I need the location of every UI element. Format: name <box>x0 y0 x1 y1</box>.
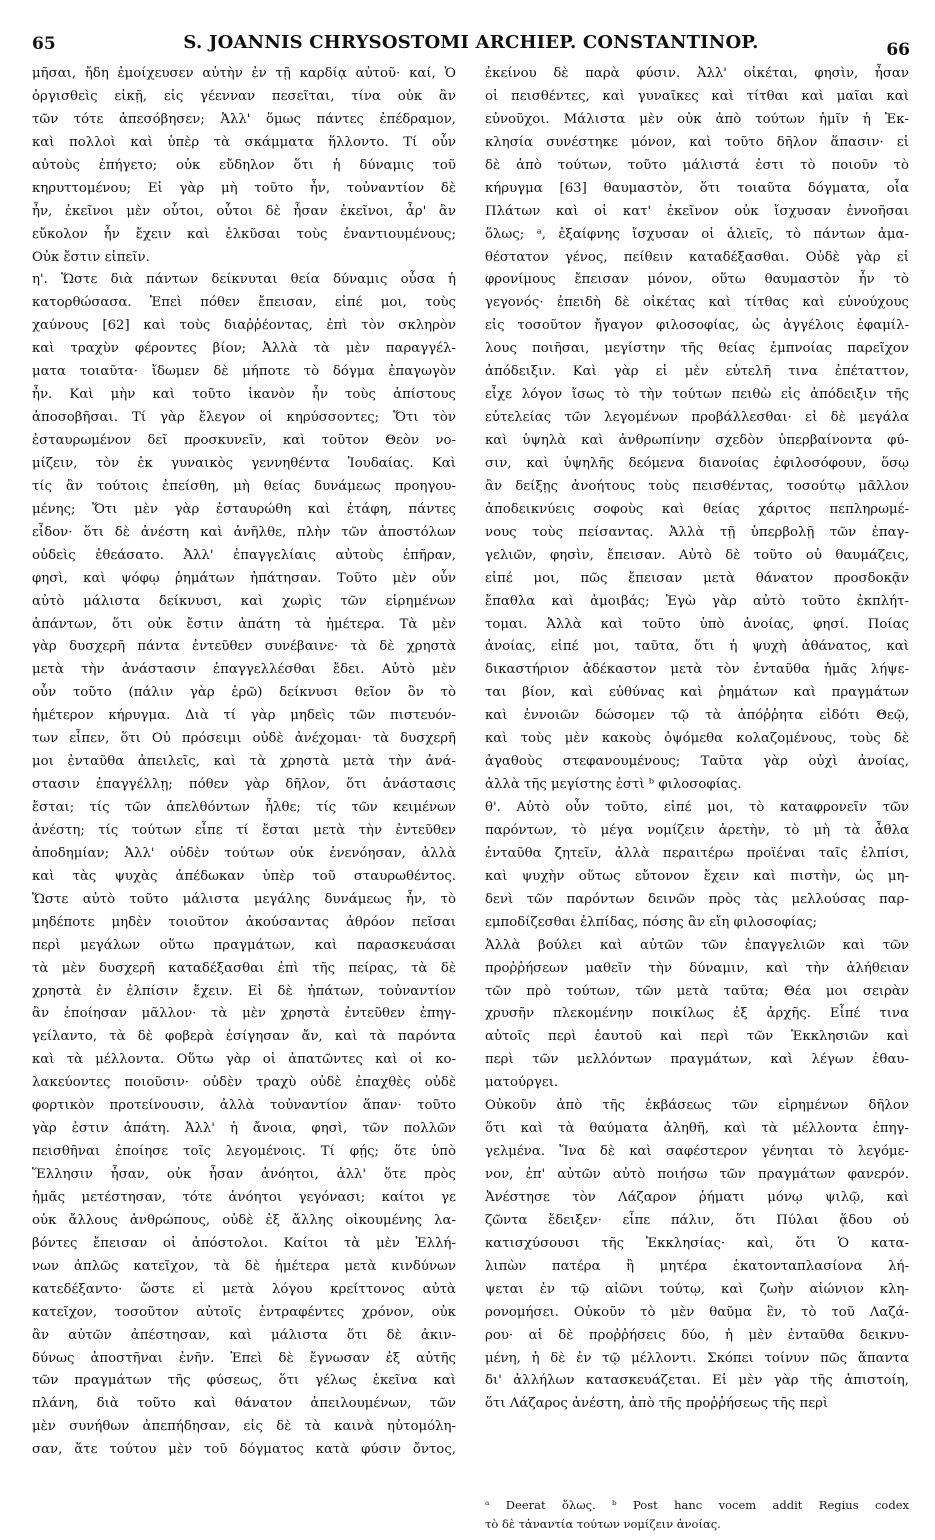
text-line: κλησία συνέστηκε μόνον, καὶ τοῦτο δῆλον ἅπασιν· εἰ <box>485 134 909 150</box>
text-line: χαύνους [62] καὶ τοὺς διαῤῥέοντας, ἐπὶ τὸν σκληρὸν <box>32 318 456 334</box>
text-line: καὶ τὰς ψυχὰς ἀπέδωκαν ὑπὲρ τοῦ σταυρωθέντος. <box>32 868 456 884</box>
text-line: μετὰ τὴν ἀνάστασιν ἐπαγγελλέσθαι ἔδει. Αὐτὸ μὲν <box>32 662 456 678</box>
text-line: νους τοὺς πείσαντας. Ἀλλὰ τῇ ὑπερβολῇ τῶν ἐπαγ- <box>485 524 909 540</box>
text-line: Οὐκοῦν ἀπὸ τῆς ἐκβάσεως τῶν εἰρημένων δῆλον <box>485 1098 909 1114</box>
text-line: ἡμᾶς μετέστησαν, τότε ἀνόητοι γεγόνασι; καίτοι γε <box>32 1189 456 1205</box>
text-line: δι' ἀλλήλων κατασκευάζεται. Εἰ μὲν γὰρ τῆς ἀπιστοίη, <box>485 1373 909 1389</box>
text-line: Ἀλλὰ βούλει καὶ αὐτῶν τῶν ἐπαγγελιῶν καὶ τῶν <box>485 937 909 953</box>
text-line: ἐσταυρωμένον δεῖ προσκυνεῖν, καὶ τοῦτον Θεὸν νο- <box>32 433 456 448</box>
text-line: γὰρ δυσχερῆ πάντα ἐντεῦθεν συνέβαινε· τὰ δὲ χρηστὰ <box>32 639 456 655</box>
text-line: μηδέποτε μηδὲν τοιοῦτον ἀκούσαντας ἀθρόον πεῖσαι <box>32 914 456 930</box>
text-line: ἀλλὰ τῆς μεγίστης ἐστὶ ᵇ φιλοσοφίας. <box>485 777 742 793</box>
text-line: αὐτοὺς ἐπήγετο; οὐκ εὔδηλον ὅτι ἡ δύναμις τοῦ <box>32 157 456 173</box>
text-line: γεγονός· ἐπειδὴ δὲ οἰκέτας καὶ τίτθας καὶ εὐνούχους <box>485 295 909 311</box>
text-line: δὲ ἀπὸ τούτων, τοῦτο μάλιστά ἐστι τὸ ποιοῦν τὸ <box>485 157 909 173</box>
text-line: θ'. Αὐτὸ οὖν τοῦτο, εἰπέ μοι, τὸ καταφρονεῖν τῶν <box>485 800 909 815</box>
text-line: ἀποδημίαν; Ἀλλ' οὐδὲν τούτων οὐκ ἐνενόησαν, ἀλλὰ <box>32 845 456 861</box>
text-line: ἦν. Καὶ μὴν καὶ τοῦτο ἱκανὸν ἦν τοὺς ἀπίστους <box>32 387 456 403</box>
text-line: ρονομήσει. Οὐκοῦν τὸ μὲν θαῦμα ἓν, τὸ τοῦ Λαζά- <box>485 1304 909 1320</box>
text-line: φησὶ, καὶ ψόφῳ ῥημάτων ἠπάτησαν. Τοῦτο μὲν οὖν <box>32 570 456 586</box>
text-line: τῶν πρὸ τούτων, τῶν μετὰ ταῦτα; Θέα μοι σειρὰν <box>485 983 909 999</box>
text-line: νον, ἐπ' αὐτῶν αὐτὸ ποιήσω τῶν πραγμάτων φανερόν. <box>485 1167 909 1182</box>
text-line: καὶ ὑψηλὰ καὶ ἀνθρωπίνην σχεδὸν ὑπερβαίνοντα φύ- <box>485 433 909 448</box>
text-line: προῤῥήσεων μαθεῖν τὴν δύναμιν, καὶ τὴν ἀλήθειαν <box>485 960 909 976</box>
text-line: περὶ μεγάλων οὕτω πραγμάτων, καὶ παρασκευάσαι <box>32 937 456 953</box>
text-line: καὶ τραχὺν φέροντες βίον; Ἀλλὰ τὰ μὲν παραγγέλ- <box>32 341 456 357</box>
text-line: ἀπόδειξιν. Καὶ γὰρ εἰ μὲν εὐτελῆ τινα ἐπέταττον, <box>485 364 909 380</box>
text-line: στασιν ἐπαγγέλλῃ; πόθεν γὰρ δῆλον, ὅτι ἀνάστασις <box>32 777 456 793</box>
text-line: νων ἁπλῶς κατεῖχον, τὰ δὲ ἡμέτερα μετὰ κινδύνων <box>32 1258 456 1274</box>
text-line: ψεται ἐν τῷ αἰῶνι τούτῳ, καὶ ζωὴν αἰώνιον κλη- <box>485 1281 909 1297</box>
text-line: ἦν, ἐκεῖνοι μὲν οὗτοι, οὗτοι δὲ ἦσαν ἐκεῖνοι, ἆρ' ἂν <box>32 203 456 219</box>
text-line: ται βίον, καὶ εὐθύνας καὶ ῥημάτων καὶ πραγμάτων <box>485 685 909 701</box>
text-line: κατεδέξαντο· ὥστε εἰ μετὰ λόγου κρείττονος αὐτὰ <box>32 1281 456 1297</box>
text-line: εὐτελείας τῶν λεγομένων προβάλλεσθαι· εἰ δὲ μεγάλα <box>485 410 909 426</box>
text-line: η'. Ὥστε διὰ πάντων δείκνυται θεία δύναμις οὖσα ἡ <box>32 272 456 288</box>
text-line: κηρυττομένου; Εἰ γὰρ μὴ τοῦτο ἦν, τοὐναντίον δὲ <box>32 180 456 196</box>
text-line: οὐκ ἄλλους ἀνθρώπους, οὐδὲ ἐξ ἄλλης οἰκουμένης λα- <box>32 1212 456 1228</box>
page-number-left: 65 <box>32 34 56 54</box>
text-line: περὶ τῶν μελλόντων πραγμάτων, καὶ λέγων ἐθαυ- <box>485 1052 909 1068</box>
text-line: εἰπέ μοι, πῶς ἔπεισαν μετὰ θάνατον προσδοκᾷν <box>485 570 909 586</box>
text-line: λους ποιῆσαι, μεγίστην τῆς θείας ἐμπνοίας παρεῖχον <box>485 341 909 357</box>
text-line: ἔσται; τίς τῶν ἀπελθόντων ἦλθε; τίς τῶν κειμένων <box>32 800 456 815</box>
text-line: Οὐκ ἔστιν εἰπεῖν. <box>32 249 150 265</box>
text-line: κατισχύσουσι τῆς Ἐκκλησίας· καὶ, ὅτι Ὁ κατα- <box>485 1235 909 1251</box>
text-line: ἂν ἐποίησαν μᾶλλον· τὰ μὲν χρηστὰ ἐντεῦθεν ἐπηγ- <box>32 1006 456 1022</box>
text-line: μίζειν, τὸν ἐκ γυναικὸς γεννηθέντα Ἰουδαίας. Καὶ <box>32 455 456 471</box>
text-line: ἀποδεικνύεις σοφοὺς καὶ θείας χάριτος πεπληρωμέ- <box>485 501 909 517</box>
running-title: S. JOANNIS CHRYSOSTOMI ARCHIEP. CONSTANTINOP. <box>183 32 759 53</box>
text-line: Ἕλλησιν ἦσαν, οὐκ ἦσαν ἀνόητοι, ἀλλ' ὅτε πρὸς <box>32 1167 456 1182</box>
text-line: σιν, καὶ ὑψηλῆς δεόμενα διανοίας ἐφιλοσόφουν, ὅσῳ <box>485 455 909 471</box>
left-text-column <box>32 63 456 1462</box>
text-line: ἀνοίας, εἰπέ μοι, ταῦτα, ὅτι ἡ ψυχὴ ἀθάνατος, καὶ <box>485 639 909 655</box>
text-line: γὰρ ἐστιν ἀπάτη. Ἀλλ' ἡ ἄνοια, φησὶ, τῶν πολλῶν <box>32 1121 456 1137</box>
text-line: ὅλως; ᵃ, ἐξαίφνης ἴσχυσαν οἱ ἁλιεῖς, τὸ πάντων ἀμα- <box>485 226 909 242</box>
text-line: τῶν πραγμάτων τῆς φύσεως, ὅτι γέλως ἐκεῖνα καὶ <box>32 1373 456 1389</box>
text-line: ἀγαθοὺς στεφανουμένους; Ταῦτα γὰρ οὐχὶ ἀνοίας, <box>485 754 909 770</box>
text-line: γείλαντο, τὰ δὲ φοβερὰ ἐσίγησαν ἄν, καὶ τὰ παρόντα <box>32 1029 456 1045</box>
footnotes <box>485 1496 909 1534</box>
text-line: τὰ μὲν δυσχερῆ καταδέξασθαι ἐπὶ τῆς πείρας, τὰ δὲ <box>32 960 456 976</box>
text-line: ἂν αὐτῶν ἀπέστησαν, καὶ μάλιστα ὅτι δὲ ἀκιν- <box>32 1327 456 1343</box>
text-line: φορτικὸν προτείνουσιν, ἀλλὰ τοὐναντίον ἅπαν· τοῦτο <box>32 1098 456 1114</box>
text-line: πεισθῆναι ἐποίησε τοῖς λεγομένοις. Τί φῄς; ὅτε ὑπὸ <box>32 1144 456 1160</box>
text-line: κατεῖχον, τοσοῦτον αὐτοῖς ἐντραφέντες χρόνον, οὐκ <box>32 1304 456 1320</box>
text-line: καὶ πολλοὶ καὶ ὑπὲρ τὰ σκάμματα ἥλλοντο. Τί οὖν <box>32 134 456 150</box>
text-line: ἡμέτερον κήρυγμα. Διὰ τί γὰρ μηδεὶς τῶν πιστευόν- <box>32 708 456 724</box>
text-line: φρονίμους ἔπεισαν μόνον, οὕτω θαυμαστὸν ἦν τὸ <box>485 272 909 288</box>
footnote-line: τὸ δὲ τἀναντία τούτων νομίζειν ἀνοίας. <box>485 1517 721 1531</box>
text-line: οἱ πεισθέντες, καὶ γυναῖκες καὶ τίτθαι καὶ μαῖαι καὶ <box>485 88 909 104</box>
text-line: ρου· αἱ δὲ προῤῥήσεις δύο, ἡ μὲν ἐνταῦθα δεικνυ- <box>485 1327 909 1343</box>
text-line: θέστατον γένος, πείθειν καταδέξασθαι. Οὐδὲ γὰρ εἰ <box>485 249 909 265</box>
text-line: δύνως ἀποστῆναι ἐνῆν. Ἐπεὶ δὲ ἔγνωσαν ἐξ αὐτῆς <box>32 1350 456 1366</box>
text-line: καὶ τὰ μέλλοντα. Οὕτω γὰρ οἱ ἀπατῶντες καὶ οἱ κο- <box>32 1052 456 1068</box>
text-line: ματα τοιαῦτα· ἴδωμεν δὲ μήποτε τὸ δόγμα ἐπαγωγὸν <box>32 364 456 380</box>
text-line: Ἀνέστησε τὸν Λάζαρον ῥήματι μόνῳ ψιλῷ, καὶ <box>485 1189 909 1205</box>
text-line: εμποδίζεσθαι ἐλπίδας, πόσης ἂν εἴη φιλοσοφίας; <box>485 914 818 930</box>
text-line: παρόντων, τὸ μέγα νομίζειν ἀρετὴν, τὸ μὴ τὰ ἆθλα <box>485 822 909 838</box>
text-line: μένης; Ὅτι μὲν γὰρ ἐσταυρώθη καὶ ἐτάφη, πάντες <box>32 501 456 517</box>
text-line: μοι ἐνταῦθα ἀπειλεῖς, καὶ τὰ χρηστὰ μετὰ τὴν ἀνά- <box>32 754 456 770</box>
text-line: λακεύοντες ποιοῦσιν· οὐδὲν τραχὺ οὐδὲ ἐπαχθὲς οὐδὲ <box>32 1075 456 1091</box>
text-line: τίς ἂν τούτοις ἐπείσθη, μὴ θείας δυνάμεως προηγου- <box>32 478 456 494</box>
text-line: εὐνοῦχοι. Μάλιστα μὲν οὐκ ἀπὸ τούτων ἡμῖν ἡ Ἐκ- <box>485 111 909 127</box>
text-line: δικαστήριον ἀδέκαστον μετὰ τὸν ἐνταῦθα ἡμᾶς λήψε- <box>485 662 909 678</box>
text-line: ἀνέστη; τίς τούτων εἶπε τί ἔσται μετὰ τὴν ἐντεῦθεν <box>32 822 456 838</box>
text-line: μὲν συνήθων ἀπεπήδησαν, εἰς δὲ τὰ καινὰ ηὐτομόλη- <box>32 1419 456 1435</box>
text-line: οὖν τοῦτο (πάλιν γὰρ ἐρῶ) δείκνυσι θεῖον ὂν τὸ <box>32 685 456 701</box>
text-line: χρηστὰ ἐν ἐλπίσιν ἔχειν. Εἰ δὲ ἠπάτων, τοὐναντίον <box>32 983 456 999</box>
text-line: μένη, ἡ δὲ ἐν τῷ μέλλοντι. Σκόπει τοίνυν πῶς ἅπαντα <box>485 1350 909 1366</box>
text-line: ἐνταῦθα ζητεῖν, ἀλλὰ περαιτέρω προϊέναι ταῖς ἐλπίσι, <box>485 845 909 861</box>
text-line: καὶ ἐννοιῶν δώσομεν τῷ τὰ ἀπόῤῥητα εἰδότι Θεῷ, <box>485 708 909 724</box>
text-line: κήρυγμα [63] θαυμαστὸν, ὅτι τοιαῦτα δόγματα, οἷα <box>485 180 909 196</box>
text-line: τῶν τότε ἀπεσόβησεν; Ἀλλ' ὅμως πάντες ἐπέδραμον, <box>32 111 456 127</box>
text-line: ἀποσοβῆσαι. Τί γὰρ ἔλεγον οἱ κηρύσσοντες; Ὅτι τὸν <box>32 410 456 426</box>
text-line: ὅτι καὶ τὰ θαύματα ἀληθῆ, καὶ τὰ μέλλοντα ἐπηγ- <box>485 1121 909 1137</box>
text-line: κατορθώσασα. Ἐπεὶ πόθεν ἔπεισαν, εἰπέ μοι, τοὺς <box>32 295 456 311</box>
text-line: λιπὼν πατέρα ἢ μητέρα ἑκατονταπλασίονα λή- <box>485 1258 909 1274</box>
text-line: χρυσῆν πλεκομένην ποικίλως ἐξ ἀρχῆς. Εἶπέ τινα <box>485 1006 909 1022</box>
text-line: ματούργει. <box>485 1075 559 1091</box>
text-line: των εἶπεν, ὅτι Οὐ πρόσειμι οὐδὲ ἀνέχομαι· τὰ δυσχερῆ <box>32 731 456 747</box>
text-line: αὐτοῖς περὶ ἑαυτοῦ καὶ περὶ τῶν Ἐκκλησιῶν καὶ <box>485 1029 909 1045</box>
page-number-right: 66 <box>886 40 910 60</box>
text-line: ἂν δείξῃς ἀνοήτους τοὺς πεισθέντας, τοσούτῳ μᾶλλον <box>485 478 909 494</box>
text-line: τομαι. Ἀλλὰ καὶ τοῦτο ὑπὸ ἀνοίας, φησί. Ποίας <box>485 616 909 632</box>
text-line: καὶ τοὺς μὲν κακοὺς ὀψόμεθα κολαζομένους, τοὺς δὲ <box>485 731 909 747</box>
text-line: βόντες ἔπεισαν οἱ ἀπόστολοι. Καίτοι τὰ μὲν Ἑλλή- <box>32 1235 456 1251</box>
text-line: ζῶντα ἔδειξεν· εἶπε πάλιν, ὅτι Πύλαι ᾅδου οὐ <box>485 1212 909 1228</box>
text-line: ἁπάντων, ὅτι οὐκ ἔστιν ἀπάτη τὰ ἡμέτερα. Τὰ μὲν <box>32 616 456 632</box>
page-header <box>32 30 910 60</box>
text-line: Πλάτων καὶ οἱ κατ' ἐκεῖνον οὐκ ἴσχυσαν ἐννοῆσαι <box>485 203 909 219</box>
text-line: μῆσαι, ἤδη ἐμοίχευσεν αὐτὴν ἐν τῇ καρδίᾳ αὐτοῦ· καί, Ὁ <box>32 66 456 81</box>
text-line: γελιῶν, φησὶν, ἔπεισαν. Αὐτὸ δὲ τοῦτο οὐ θαυμάζεις, <box>485 547 909 563</box>
text-line: εἶδον· ὅτι δὲ ἀνέστη καὶ ἀνῆλθε, πλὴν τῶν ἀποστόλων <box>32 524 456 540</box>
text-line: σαν, ἅτε τούτου μὲν τοῦ δόγματος κατὰ φύσιν ὄντος, <box>32 1442 456 1458</box>
text-line: ἔπαθλα καὶ ἀμοιβάς; Ἐγὼ γὰρ αὐτὸ τοῦτο ἐκπλήτ- <box>485 593 909 609</box>
right-text-column <box>485 63 909 1416</box>
text-line: γελμένα. Ἵνα δὲ καὶ σαφέστερον γένηται τὸ λεγόμε- <box>485 1144 909 1160</box>
text-line: εἶχε λόγον ἴσως τὸ τὴν τούτων πειθὼ εἰς ἀπόδειξιν τῆς <box>485 387 909 403</box>
text-line: Ὥστε αὐτὸ τοῦτο μάλιστα μεγάλης δυνάμεως ἦν, τὸ <box>32 891 456 907</box>
text-line: αὐτὸ μάλιστα δείκνυσι, καὶ χωρὶς τῶν εἰρημένων <box>32 593 456 609</box>
text-line: εἰς τοσοῦτον ἤγαγον φιλοσοφίας, ὡς ἀγγέλοις ἐφαμίλ- <box>485 318 909 334</box>
text-line: ἐκείνου δὲ παρὰ φύσιν. Ἀλλ' οἰκέται, φησὶν, ἦσαν <box>485 66 909 81</box>
footnote-line: ᵃ Deerat ὅλως. ᵇ Post hanc vocem addit Regius codex <box>485 1498 909 1512</box>
text-line: ὀργισθεὶς εἰκῇ, εἰς γέενναν πεσεῖται, τίνα οὐκ ἂν <box>32 88 456 104</box>
text-line: πλάνη, διὰ τοῦτο καὶ θάνατον ἀπειλουμένων, τῶν <box>32 1396 456 1412</box>
text-line: καὶ ψυχὴν οὕτως εὔτονον ἔχειν καὶ πιστὴν, ὡς μη- <box>485 868 909 884</box>
text-line: οὐδεὶς ἐθεάσατο. Ἀλλ' ἐπαγγελίαις αὐτοὺς ἐπῆραν, <box>32 547 456 563</box>
text-line: ὅτι Λάζαρος ἀνέστη, ἀπὸ τῆς προῤῥήσεως τῆς περὶ <box>485 1396 829 1412</box>
text-line: δενὶ τῶν παρόντων δεινῶν πρὸς τὰς μελλούσας παρ- <box>485 891 909 907</box>
text-line: εὔκολον ἦν ἔχειν καὶ ἑλκῦσαι τοὺς ἐναντιουμένους; <box>32 226 456 242</box>
